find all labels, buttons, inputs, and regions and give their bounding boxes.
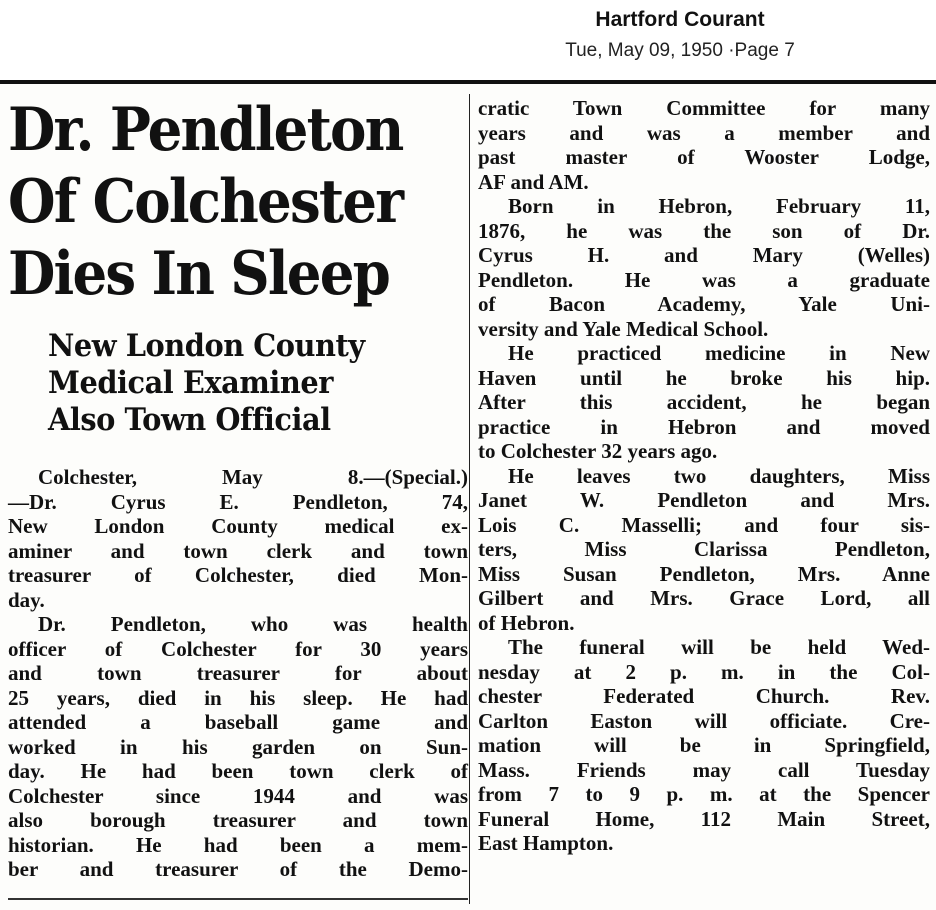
article-text-line: worked in his garden on Sun- xyxy=(8,734,468,759)
subheadline-line: Also Town Official xyxy=(48,402,331,438)
publication-date: Tue, May 09, 1950 ·Page 7 xyxy=(565,40,795,61)
headline-line: Dr. Pendleton xyxy=(8,95,403,165)
article-text-line: Dr. Pendleton, who was health xyxy=(38,612,468,636)
article-text-line: Janet W. Pendleton and Mrs. xyxy=(478,488,930,512)
article-text-line: 25 years, died in his sleep. He had xyxy=(8,685,468,710)
article-text-line: cratic Town Committee for many xyxy=(478,96,930,120)
article-text-line: Cyrus H. and Mary (Welles) xyxy=(478,243,930,267)
article-text-line: Colchester since 1944 and was xyxy=(8,783,468,808)
article-text-line: The funeral will be held Wed- xyxy=(508,635,930,659)
article-text-line: New London County medical ex- xyxy=(8,514,468,538)
subheadline-line: Medical Examiner xyxy=(48,365,333,401)
newspaper-name: Hartford Courant xyxy=(595,8,765,31)
article-text-line: aminer and town clerk and town xyxy=(8,538,468,563)
article-text-line: past master of Wooster Lodge, xyxy=(478,145,930,169)
article-text-line: day. xyxy=(8,587,45,612)
article-text-line: mation will be in Springfield, xyxy=(478,733,930,757)
article-text-line: —Dr. Cyrus E. Pendleton, 74, xyxy=(8,489,468,514)
article-text-line: nesday at 2 p. m. in the Col- xyxy=(478,659,930,684)
article-text-line: Colchester, May 8.—(Special.) xyxy=(38,465,468,489)
article-text-line: Miss Susan Pendleton, Mrs. Anne xyxy=(478,561,930,586)
masthead xyxy=(0,0,936,80)
article-text-line: East Hampton. xyxy=(478,831,614,855)
subheadline-line: New London County xyxy=(48,328,365,364)
article-text-line: Carlton Easton will officiate. Cre- xyxy=(478,708,930,733)
article-text-line: Pendleton. He was a graduate xyxy=(478,267,930,292)
article-text-line: Mass. Friends may call Tuesday xyxy=(478,757,930,782)
article-text-line: treasurer of Colchester, died Mon- xyxy=(8,563,468,587)
headline xyxy=(8,94,427,310)
article-text-line: He leaves two daughters, Miss xyxy=(508,463,930,488)
headline-line: Dies In Sleep xyxy=(8,239,389,309)
article-text-line: chester Federated Church. Rev. xyxy=(478,684,930,708)
article-text-line: of Bacon Academy, Yale Uni- xyxy=(478,292,930,316)
article-text-line: Gilbert and Mrs. Grace Lord, all xyxy=(478,586,930,610)
article-text-line: ters, Miss Clarissa Pendleton, xyxy=(478,537,930,561)
article-text-line: He practiced medicine in New xyxy=(508,341,930,365)
article-text-line: AF and AM. xyxy=(478,169,589,194)
article-text-line: historian. He had been a mem- xyxy=(8,832,468,857)
article-text-line: versity and Yale Medical School. xyxy=(478,316,769,341)
right-column-body xyxy=(478,96,930,856)
article-text-line: After this accident, he began xyxy=(478,390,930,414)
column-divider xyxy=(469,94,470,904)
article-clipping xyxy=(0,84,936,910)
article-text-line: years and was a member and xyxy=(478,120,930,145)
headline-line: Of Colchester xyxy=(8,167,403,237)
article-text-line: officer of Colchester for 30 years xyxy=(8,636,468,661)
article-text-line: day. He had been town clerk of xyxy=(8,759,468,783)
article-text-line: ber and treasurer of the Demo- xyxy=(8,857,468,881)
right-column xyxy=(478,84,930,856)
article-text-line: attended a baseball game and xyxy=(8,710,468,734)
article-text-line: to Colchester 32 years ago. xyxy=(478,439,718,463)
clipping-bottom-rule xyxy=(8,898,468,900)
article-text-line: Lois C. Masselli; and four sis- xyxy=(478,512,930,537)
article-text-line: Funeral Home, 112 Main Street, xyxy=(478,806,930,831)
article-text-line: from 7 to 9 p. m. at the Spencer xyxy=(478,782,930,806)
article-text-line: Born in Hebron, February 11, xyxy=(508,194,930,218)
left-column-body xyxy=(8,465,468,882)
left-column xyxy=(8,84,468,882)
article-text-line: of Hebron. xyxy=(478,610,575,635)
article-text-line: Haven until he broke his hip. xyxy=(478,365,930,390)
article-text-line: and town treasurer for about xyxy=(8,661,468,685)
article-text-line: 1876, he was the son of Dr. xyxy=(478,218,930,243)
subheadline xyxy=(48,328,439,439)
article-text-line: practice in Hebron and moved xyxy=(478,414,930,439)
article-text-line: also borough treasurer and town xyxy=(8,808,468,832)
